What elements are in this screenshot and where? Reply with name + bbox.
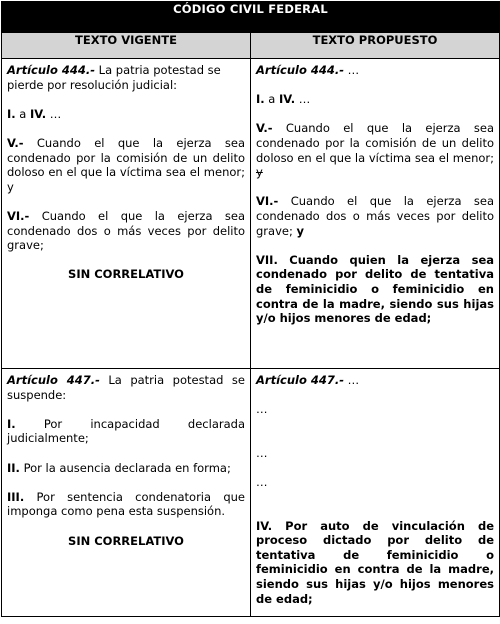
art447-vigente-i-label: I.: [7, 416, 16, 431]
art444-propuesto-v: [256, 121, 494, 179]
art447-propuesto-lead-label: Artículo 447.-: [256, 373, 345, 387]
art447-vigente-lead-label: Artículo 447.-: [7, 373, 100, 387]
art444-sin-correlativo: SIN CORRELATIVO: [68, 267, 184, 282]
art447-propuesto-iv: IV. Por auto de vinculación de proceso dictado por delito de tentativa de feminicidio o feminicidio en contra de la madre, siendo sus hijas y/o hijos menores de edad;: [256, 518, 494, 606]
art444-propuesto-i-iv: [256, 92, 494, 107]
art447-vigente-ii-label: II.: [7, 460, 20, 475]
table-title: CÓDIGO CIVIL FEDERAL: [2, 2, 500, 33]
art444-propuesto-lead-text: …: [344, 63, 360, 77]
art447-propuesto-lead-text: …: [344, 373, 360, 387]
art447-vigente-iii-label: III.: [7, 489, 25, 504]
art444-propuesto-vi: [256, 194, 494, 238]
art444-vigente-v: [7, 136, 245, 194]
comparison-table: [1, 1, 500, 617]
art447-propuesto-iii: …: [256, 474, 268, 489]
header-texto-vigente: TEXTO VIGENTE: [2, 33, 251, 59]
art444-propuesto-vi-added: y: [296, 223, 304, 238]
art447-vigente-iii-text: Por sentencia condenatoria que imponga como pena esta suspensión.: [7, 489, 245, 519]
art444-propuesto-i-iv-text: …: [295, 92, 311, 107]
art444-propuesto-vii: VII. Cuando quien la ejerza sea condenado por delito de tentativa de feminicidio o feminicidio en contra de la madre, siendo sus hijas y/o hijos menores de edad;: [256, 252, 494, 326]
art444-vigente-vi-label: VI.-: [7, 208, 30, 223]
art444-propuesto-lead-label: Artículo 444.-: [256, 63, 345, 77]
art444-propuesto-i-label: I.: [256, 92, 265, 107]
art444-vigente-i-iv: [7, 107, 245, 122]
art444-vigente-lead-label: Artículo 444.-: [7, 63, 96, 77]
art444-propuesto-iv-label: IV.: [279, 92, 296, 107]
art447-vigente-i-text: Por incapacidad declarada judicialmente;: [7, 416, 245, 446]
art447-vigente-ii-text: Por la ausencia declarada en forma;: [19, 460, 231, 475]
art444-vigente-v-label: V.-: [7, 135, 24, 150]
art444-vigente-i-label: I.: [7, 106, 16, 121]
art444-vigente-i-a: a: [15, 106, 31, 121]
art444-vigente-iv-label: IV.: [30, 106, 47, 121]
art444-propuesto-v-label: V.-: [256, 121, 273, 136]
art444-vigente-vi-text: Cuando el que la ejerza sea condenado dos o más veces por delito grave;: [7, 208, 245, 253]
art444-propuesto-vi-label: VI.-: [256, 194, 279, 209]
art447-propuesto-lead: [256, 373, 494, 388]
art447-vigente-iii: [7, 490, 245, 519]
art444-vigente-vi: [7, 209, 245, 253]
art444-vigente-v-text: Cuando el que la ejerza sea condenado por la comisión de un delito doloso en el que la víctima sea el menor; y: [7, 135, 245, 194]
art444-propuesto-v-text: Cuando el que la ejerza sea condenado por la comisión de un delito doloso en el que la víctima sea el menor;: [256, 121, 494, 165]
art444-vigente-lead: [7, 63, 245, 92]
art447-vigente-i: [7, 417, 245, 446]
art444-propuesto-cell: [251, 59, 500, 369]
art447-propuesto-i: …: [256, 402, 268, 417]
art447-sin-correlativo: SIN CORRELATIVO: [68, 533, 184, 548]
art447-propuesto-ii: …: [256, 445, 268, 460]
art444-propuesto-v-struck: y: [256, 165, 263, 180]
art444-vigente-i-iv-text: …: [46, 106, 62, 121]
art447-vigente-cell: [2, 369, 251, 617]
art444-propuesto-i-a: a: [264, 92, 280, 107]
art447-vigente-ii: [7, 461, 245, 476]
art444-vigente-cell: [2, 59, 251, 369]
art444-propuesto-vi-text: Cuando el que la ejerza sea condenado dos o más veces por delito grave;: [256, 194, 494, 238]
art447-vigente-lead: [7, 373, 245, 402]
header-texto-propuesto: TEXTO PROPUESTO: [251, 33, 500, 59]
art444-propuesto-lead: [256, 63, 494, 78]
art447-propuesto-cell: [251, 369, 500, 617]
art444-vigente-lead-text: La patria potestad se pierde por resolución judicial:: [7, 63, 221, 92]
art447-vigente-lead-text: La patria potestad se suspende:: [7, 373, 245, 402]
